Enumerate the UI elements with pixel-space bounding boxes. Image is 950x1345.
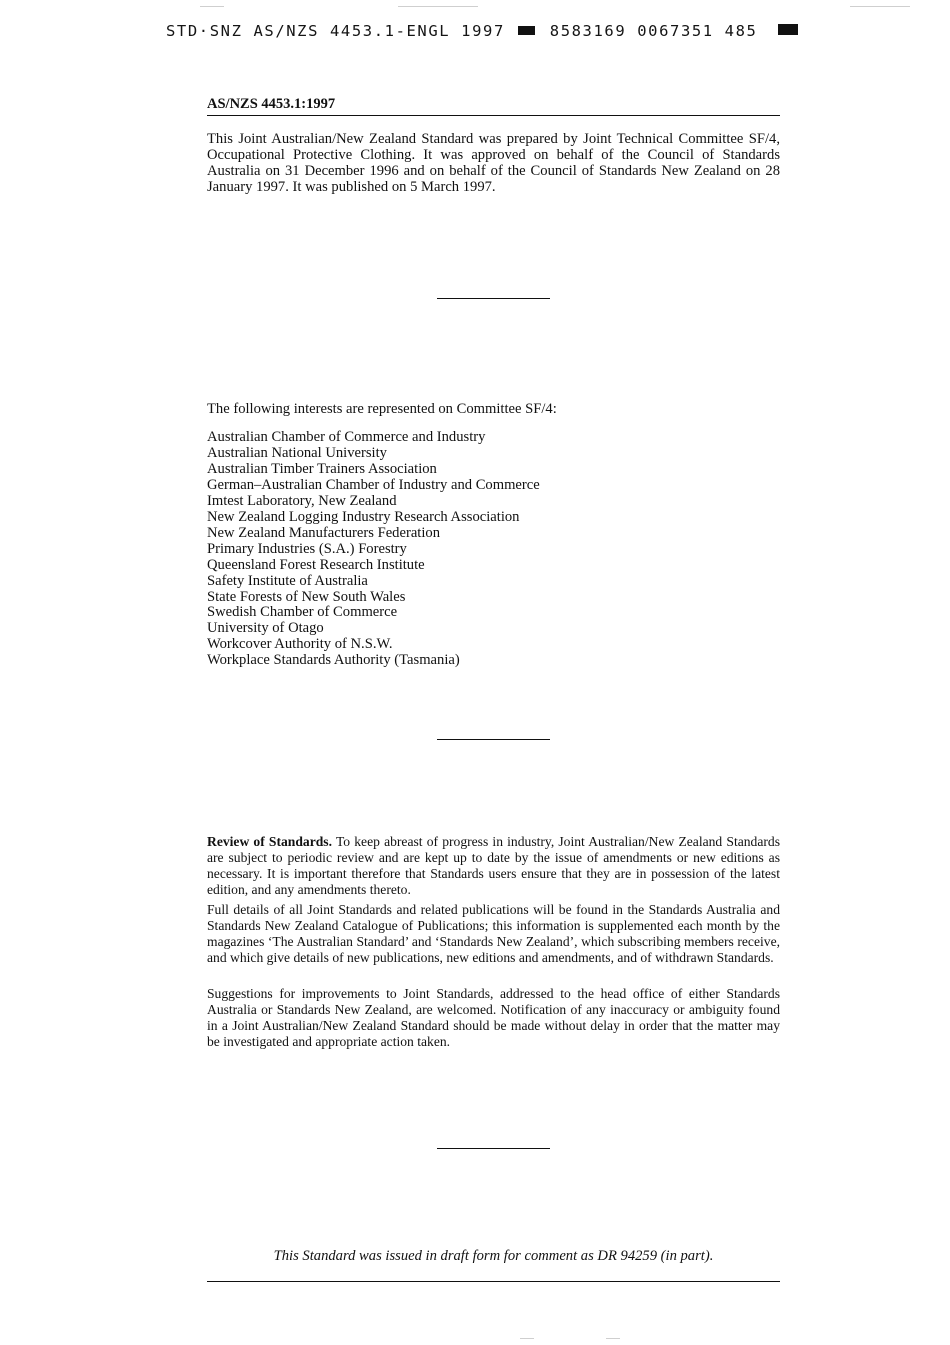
- review-text-1: To keep abreast of progress in industry, Joint Australian/New Zealand Standards are subject to periodic review and are kept up to date by the issue of amendments or new editions as necessary. It is important therefore that Standards users ensure that they are in possession of the latest edition, and any amendments thereto.: [207, 834, 781, 897]
- redaction-block: [518, 26, 535, 35]
- list-item: Primary Industries (S.A.) Forestry: [207, 540, 407, 557]
- list-item: Queensland Forest Research Institute: [207, 556, 425, 573]
- list-item: New Zealand Logging Industry Research Association: [207, 508, 520, 525]
- section-divider: [437, 739, 550, 740]
- list-item: Safety Institute of Australia: [207, 572, 368, 589]
- preparation-note: This Joint Australian/New Zealand Standard was prepared by Joint Technical Committee SF/4, Occupational Protective Clothing. It was approved on behalf of the Council of Standards Australia on 31 December 1996 and on behalf of the Council of Standards New Zealand on 28 January 1997. It was published on 5 March 1997.: [207, 131, 780, 195]
- committee-member-list: [207, 430, 540, 669]
- section-divider: [437, 1148, 550, 1149]
- list-item: Australian National University: [207, 444, 387, 461]
- section-divider: [437, 298, 550, 299]
- standard-id: AS/NZS 4453.1:1997: [207, 96, 336, 112]
- redaction-block: [778, 24, 798, 35]
- list-item: State Forests of New South Wales: [207, 588, 406, 605]
- scan-speck: [850, 6, 910, 7]
- catalogue-number: 8583169 0067351 485: [549, 22, 758, 40]
- scan-speck: [200, 6, 224, 7]
- top-rule: [207, 115, 780, 116]
- committee-intro: The following interests are represented on Committee SF/4:: [207, 401, 557, 417]
- review-paragraph-2: Full details of all Joint Standards and related publications will be found in the Standards Australia and Standards New Zealand Catalogue of Publications; this information is supplemented each month by the magazines ‘The Australian Standard’ and ‘Standards New Zealand’, which subscribing members receive, and which give details of new publications, new editions and amendments, and of withdrawn Standards.: [207, 902, 780, 965]
- list-item: Australian Timber Trainers Association: [207, 460, 437, 477]
- scan-speck: [606, 1338, 620, 1339]
- review-heading: Review of Standards.: [207, 834, 333, 849]
- review-paragraph-1: [207, 834, 780, 898]
- list-item: German–Australian Chamber of Industry and Commerce: [207, 476, 540, 493]
- list-item: Swedish Chamber of Commerce: [207, 604, 398, 621]
- bottom-rule: [207, 1281, 780, 1282]
- review-paragraph-3: Suggestions for improvements to Joint Standards, addressed to the head office of either Standards Australia or Standards New Zealand, are welcomed. Notification of any inaccuracy or ambiguity found in a Joint Australian/New Zealand Standard should be made without delay in order that the matter may be investigated and appropriate action taken.: [207, 986, 780, 1049]
- scan-speck: [398, 6, 478, 7]
- list-item: New Zealand Manufacturers Federation: [207, 524, 440, 541]
- list-item: Australian Chamber of Commerce and Industry: [207, 429, 486, 445]
- list-item: University of Otago: [207, 620, 324, 637]
- list-item: Imtest Laboratory, New Zealand: [207, 492, 397, 509]
- header-mark: [166, 22, 802, 40]
- scan-speck: [520, 1338, 534, 1339]
- list-item: Workplace Standards Authority (Tasmania): [207, 652, 460, 669]
- draft-note: This Standard was issued in draft form for comment as DR 94259 (in part).: [273, 1248, 714, 1264]
- document-code: STD·SNZ AS/NZS 4453.1-ENGL 1997: [166, 22, 505, 40]
- list-item: Workcover Authority of N.S.W.: [207, 636, 393, 653]
